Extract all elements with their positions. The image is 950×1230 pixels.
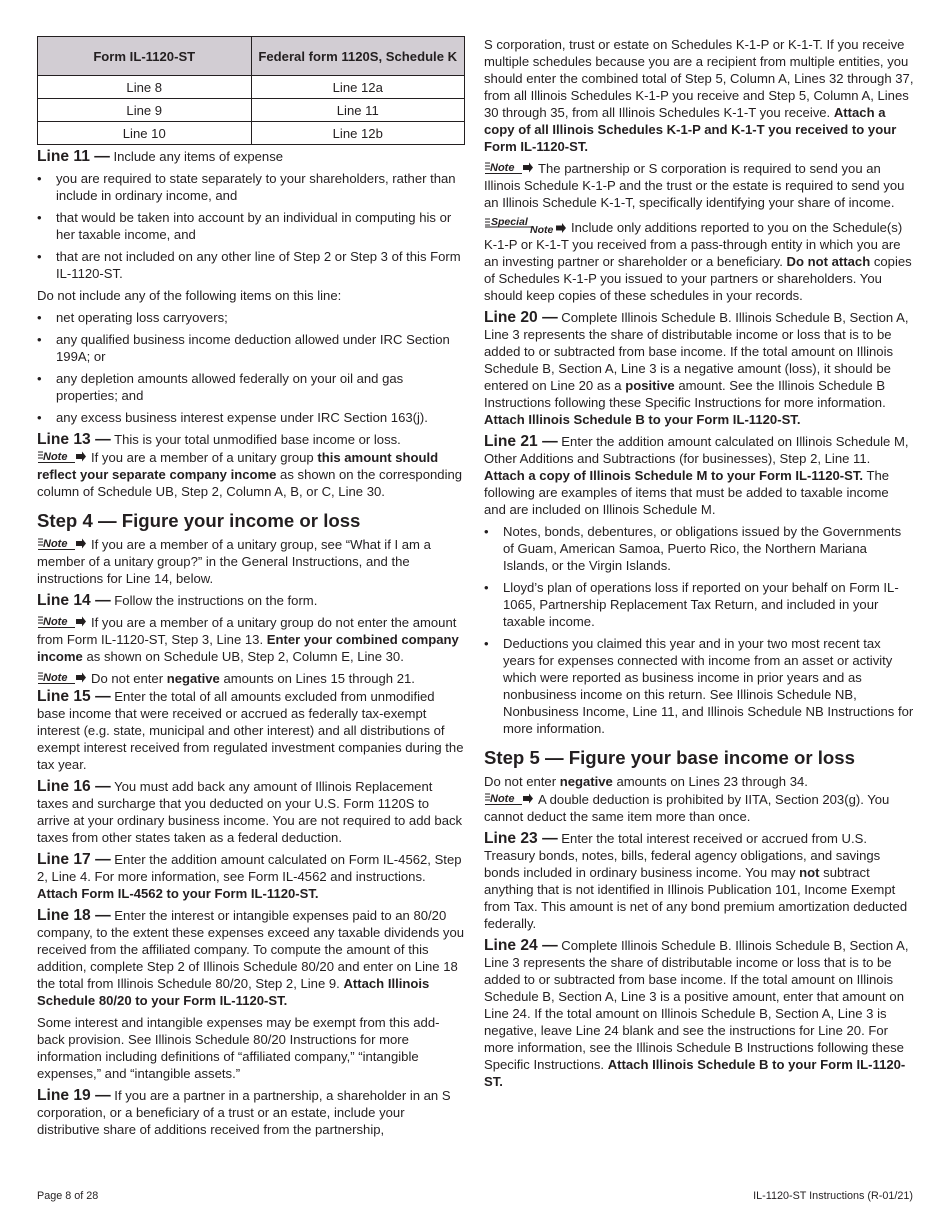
line-heading: Line 11 —: [37, 148, 110, 165]
paragraph-text: Include only additions reported to you on the Schedule(s) K-1-P or K-1-T you received from a pass-through entity in which you are an investing partner or shareholder or a beneficiary.: [484, 220, 903, 269]
step-5-intro: [484, 773, 914, 790]
exemption-paragraph: Some interest and intangible expenses may be exempt from this add-back provision. See Illinois Schedule 80/20 Instructions for more information including definitions of “affiliated company,” “intangible expenses,” and “intangible assets.”: [37, 1015, 440, 1081]
table-row: [38, 122, 465, 145]
list-item: • you are required to state separately to your shareholders, rather than include in ordinary income, and: [37, 170, 465, 204]
bold-text: Attach Form IL-4562 to your Form IL-1120-ST.: [37, 886, 319, 901]
paragraph-text: Enter the total of all amounts excluded from unmodified base income that were received or accrued as federally tax-exempt interest (e.g. state, municipal and other interest) and all distributions of exempt interest received from regulated investment companies during the tax year.: [37, 689, 464, 772]
line-reference-table: [37, 36, 465, 145]
bold-text: Attach Illinois Schedule 80/20 to your Form IL-1120-ST.: [37, 976, 430, 1008]
table-row: [38, 76, 465, 99]
paragraph-text: The following are examples of items that must be added to taxable income and are included on Illinois Schedule M.: [484, 468, 890, 517]
bold-text: not: [799, 865, 820, 880]
step-5-heading: Step 5 — Figure your base income or loss: [484, 747, 855, 768]
paragraph-text: Enter the addition amount calculated on Form IL-4562, Step 2, Line 4. For more information, see Form IL-4562 and instructions.: [37, 852, 462, 884]
note-paragraph: [37, 449, 465, 500]
special-note-icon-label: Note: [530, 224, 554, 234]
bold-text: Attach Illinois Schedule B to your Form IL-1120-ST.: [484, 1057, 906, 1089]
do-not-include-paragraph: Do not include any of the following items on this line:: [37, 288, 342, 303]
step-4-heading: Step 4 — Figure your income or loss: [37, 510, 361, 531]
line-heading: Line 16 —: [37, 778, 111, 795]
note-icon-label: Note: [490, 793, 515, 805]
note-paragraph: [37, 614, 465, 665]
bold-text: Attach a copy of Illinois Schedule M to your Form IL-1120-ST.: [484, 468, 864, 483]
paragraph-text: Follow the instructions on the form.: [110, 593, 318, 608]
line-19-continued: [484, 36, 914, 155]
line-heading: Line 24 —: [484, 937, 558, 954]
paragraph-text: Do not enter: [484, 774, 560, 789]
special-note-paragraph: [484, 216, 914, 304]
line-heading: Line 21 —: [484, 433, 558, 450]
note-icon-label: Note: [43, 538, 68, 550]
note-paragraph: [484, 791, 914, 825]
note-icon: [37, 449, 88, 464]
bold-text: Attach Illinois Schedule B to your Form IL-1120-ST.: [484, 412, 801, 427]
line-21-paragraph: [484, 433, 914, 518]
line-heading: Line 18 —: [37, 907, 111, 924]
bold-text: positive: [625, 378, 675, 393]
paragraph-text: If you are a partner in a partnership, a shareholder in an S corporation, or a beneficiary of a trust or an estate, include your distributive share of additions received from the partnership,: [37, 1088, 451, 1137]
excluded-items-list: [37, 309, 465, 426]
note-paragraph: [37, 536, 465, 587]
paragraph-text: If you are a member of a unitary group do not enter the amount from Form IL-1120-ST, Step 3, Line 13.: [37, 615, 457, 647]
line-24-paragraph: [484, 937, 914, 1090]
note-icon-label: Note: [490, 162, 515, 174]
line-19-paragraph: [37, 1087, 465, 1138]
paragraph-text: as shown on the corresponding column of Schedule UB, Step 2, Column A, B, or C, Line 30.: [37, 467, 463, 499]
bold-text: Do not attach: [786, 254, 871, 269]
paragraph-text: If you are a member of a unitary group, see “What if I am a member of a unitary group?” in the General Instructions, and the instructions for Line 14, below.: [37, 537, 431, 586]
list-item: • any excess business interest expense under IRC Section 163(j).: [37, 409, 465, 426]
paragraph-text: This is your total unmodified base income or loss.: [110, 432, 401, 447]
note-icon: [484, 791, 535, 806]
line-13-paragraph: [37, 431, 465, 448]
form-identifier: IL-1120-ST Instructions (R-01/21): [753, 1190, 913, 1202]
note-icon: [37, 536, 88, 551]
paragraph-text: If you are a member of a unitary group: [91, 450, 318, 465]
line-heading: Line 15 —: [37, 688, 111, 705]
note-paragraph: [484, 160, 914, 211]
paragraph-text: Enter the total interest received or accrued from U.S. Treasury bonds, notes, bills, federal agency obligations, and savings bonds included in ordinary business income. You may: [484, 831, 881, 880]
line-heading: Line 23 —: [484, 830, 558, 847]
paragraph-text: The partnership or S corporation is required to send you an Illinois Schedule K-1-P and the trust or the estate is required to send you an Illinois Schedule K-1-T, specifically identifying your share of income.: [484, 161, 905, 210]
paragraph-text: Enter the interest or intangible expenses paid to an 80/20 company, to the extent these expenses exceed any taxable dividends you received from the affiliated company. To compute the amount of this addition, complete Step 2 of Illinois Schedule 80/20 and enter on Line 18 the total from Illinois Schedule 80/20, Step 2, Line 9.: [37, 908, 465, 991]
paragraph-text: as shown on Schedule UB, Step 2, Column E, Line 30.: [82, 649, 404, 664]
line-17-paragraph: [37, 851, 465, 902]
table-header-cell: Form IL-1120-ST: [38, 37, 252, 76]
list-item: • Deductions you claimed this year and in your two most recent tax years for expenses connected with income from an asset or activity which were reported as business income in prior years and as nonbusiness income on this return. See Illinois Schedule NB, Nonbusiness Income, Line 11, and Illinois Schedule NB Instructions for more information.: [484, 635, 914, 737]
note-icon: [484, 160, 535, 175]
note-paragraph: [37, 670, 465, 687]
special-note-icon: [484, 216, 568, 234]
list-item: • Notes, bonds, debentures, or obligations issued by the Governments of Guam, American Samoa, Puerto Rico, the Northern Mariana Islands, or the Virgin Islands.: [484, 523, 914, 574]
list-item: • Lloyd’s plan of operations loss if reported on your behalf on Form IL-1065, Partnership Replacement Tax Return, and included in your taxable income.: [484, 579, 914, 630]
line-15-paragraph: [37, 688, 465, 773]
paragraph-text: A double deduction is prohibited by IITA, Section 203(g). You cannot deduct the same item more than once.: [484, 792, 890, 824]
line-heading: Line 20 —: [484, 309, 558, 326]
paragraph-text: copies of Schedules K-1-P you issued to your partners or shareholders. You should keep copies of these schedules in your records.: [484, 254, 912, 303]
bold-text: Enter your combined company income: [37, 632, 459, 664]
line-14-paragraph: [37, 592, 465, 609]
line-16-paragraph: [37, 778, 465, 846]
table-cell: Line 10: [38, 122, 252, 145]
list-item: • any depletion amounts allowed federally on your oil and gas properties; and: [37, 370, 465, 404]
note-icon: [37, 614, 88, 629]
table-cell: Line 8: [38, 76, 252, 99]
line-23-paragraph: [484, 830, 914, 932]
table-cell: Line 12b: [251, 122, 465, 145]
bold-text: negative: [559, 774, 613, 789]
list-item: • net operating loss carryovers;: [37, 309, 465, 326]
bold-text: negative: [166, 671, 220, 686]
left-column: [37, 36, 465, 1143]
table-cell: Line 9: [38, 99, 252, 122]
paragraph-text: Do not enter: [91, 671, 167, 686]
paragraph-text: Complete Illinois Schedule B. Illinois Schedule B, Section A, Line 3 represents the share of distributable income or loss that is to be added to or subtracted from base income. If the total amount on Illinois Schedule B, Section A, Line 3 is a positive amount, enter that amount on Line 24. If the total amount on Illinois Schedule B, Section A, Line 3 is negative, leave Line 24 blank and see the instructions for Line 20. For more information, see the Illinois Schedule B Instructions following these Specific Instructions.: [484, 938, 909, 1072]
table-cell: Line 12a: [251, 76, 465, 99]
bold-text: this amount should reflect your separate company income: [37, 450, 439, 482]
line-heading: Line 14 —: [37, 592, 111, 609]
line-21-list: [484, 523, 914, 737]
list-item: • any qualified business income deduction allowed under IRC Section 199A; or: [37, 331, 465, 365]
table-cell: Line 11: [251, 99, 465, 122]
line-18-paragraph: [37, 907, 465, 1009]
note-icon-label: Note: [43, 616, 68, 628]
paragraph-text: subtract anything that is not identified in Illinois Publication 101, Income Exempt from Tax. This amount is net of any bond premium amortization deducted federally.: [484, 865, 908, 931]
paragraph-text: S corporation, trust or estate on Schedules K-1-P or K-1-T. If you receive multiple schedules because you are a recipient from multiple entities, you should enter the combined total of Step 5, Column A, Lines 32 through 37, from all Illinois Schedules K-1-P you receive and Step 5, Column A, Lines 30 through 35, from all Illinois Schedules K-1-T you receive.: [484, 37, 914, 120]
list-item: • that would be taken into account by an individual in computing his or her taxable income, and: [37, 209, 465, 243]
paragraph-text: Include any items of expense: [109, 149, 284, 164]
paragraph-text: amounts on Lines 15 through 21.: [219, 671, 415, 686]
line-11-paragraph: [37, 148, 465, 165]
list-item: • that are not included on any other line of Step 2 or Step 3 of this Form IL-1120-ST.: [37, 248, 465, 282]
line-heading: Line 17 —: [37, 851, 111, 868]
paragraph-text: Enter the addition amount calculated on Illinois Schedule M, Other Additions and Subtractions (for businesses), Step 2, Line 11.: [484, 434, 909, 466]
paragraph-text: amount. See the Illinois Schedule B Instructions following these Specific Instructions for more information.: [484, 378, 886, 410]
special-icon-label: Special: [491, 216, 528, 228]
paragraph-text: amounts on Lines 23 through 34.: [612, 774, 808, 789]
line-11-list: [37, 170, 465, 282]
table-header-row: [38, 37, 465, 76]
page-number: Page 8 of 28: [37, 1190, 99, 1202]
right-column: [484, 36, 914, 1095]
note-icon-label: Note: [43, 451, 68, 463]
note-icon: [37, 670, 88, 685]
paragraph-text: Complete Illinois Schedule B. Illinois Schedule B, Section A, Line 3 represents the share of distributable income or loss that is to be added to or subtracted from base income. If the total amount on Illinois Schedule B, Section A, Line 3 is a negative amount (loss), it should be entered on Line 20 as a: [484, 310, 909, 393]
line-heading: Line 13 —: [37, 431, 111, 448]
line-20-paragraph: [484, 309, 914, 428]
table-row: [38, 99, 465, 122]
paragraph-text: You must add back any amount of Illinois Replacement taxes and surcharge that you deducted on your U.S. Form 1120S to arrive at your ordinary business income. You are not required to add back taxes from other states taken as a federal deduction.: [37, 779, 463, 845]
table-header-cell: Federal form 1120S, Schedule K: [251, 37, 465, 76]
line-heading: Line 19 —: [37, 1087, 111, 1104]
bold-text: Attach a copy of all Illinois Schedules K-1-P and K-1-T you received to your Form IL-1120-ST.: [484, 105, 897, 154]
note-icon-label: Note: [43, 672, 68, 684]
